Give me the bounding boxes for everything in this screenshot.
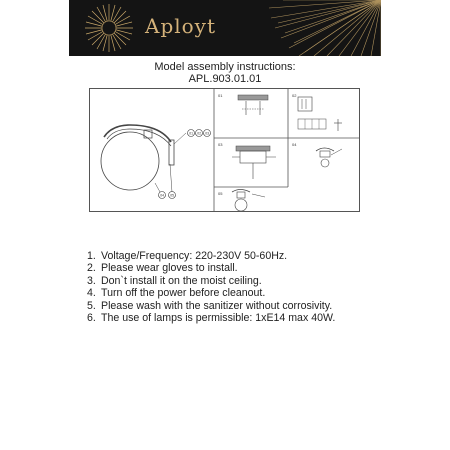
step-03-label: 03: [218, 142, 223, 147]
callout-02-label: 02: [197, 131, 202, 136]
brand-header: [69, 0, 381, 56]
list-item: 6. The use of lamps is permissible: 1xE14 max 40W.: [87, 312, 336, 325]
lamp-drawing: [90, 89, 359, 211]
step-05-label: 05: [218, 191, 223, 196]
step-01-label: 01: [218, 93, 223, 98]
step-02-figure: [298, 97, 342, 131]
assembly-diagram: [89, 88, 360, 212]
model-number: APL.903.01.01: [188, 73, 262, 85]
list-item: 2. Please wear gloves to install.: [87, 262, 238, 275]
list-item: 4. Turn off the power before cleanout.: [87, 287, 266, 300]
brand-name: Aployt: [145, 14, 217, 38]
step-04-figure: [316, 148, 342, 167]
instructions-list: [87, 250, 387, 324]
step-04-label: 04: [292, 142, 297, 147]
list-item: 5. Please wash with the sanitizer without corrosivity.: [87, 299, 333, 312]
callout-03-label: 03: [205, 131, 210, 136]
callout-05-label: 05: [170, 193, 175, 198]
list-item: 3. Don`t install it on the moist ceiling.: [87, 274, 262, 287]
callout-04-label: 04: [160, 193, 165, 198]
step-03-figure: [232, 146, 276, 179]
list-item: 1. Voltage/Frequency: 220-230V 50-60Hz.: [87, 250, 288, 262]
step-02-label: 02: [292, 93, 297, 98]
callout-01-label: 01: [189, 131, 194, 136]
step-01-figure: [238, 95, 268, 115]
page-title: Model assembly instructions:: [154, 61, 296, 73]
sunburst-logo-icon: [69, 0, 381, 56]
step-05-figure: [232, 190, 265, 212]
